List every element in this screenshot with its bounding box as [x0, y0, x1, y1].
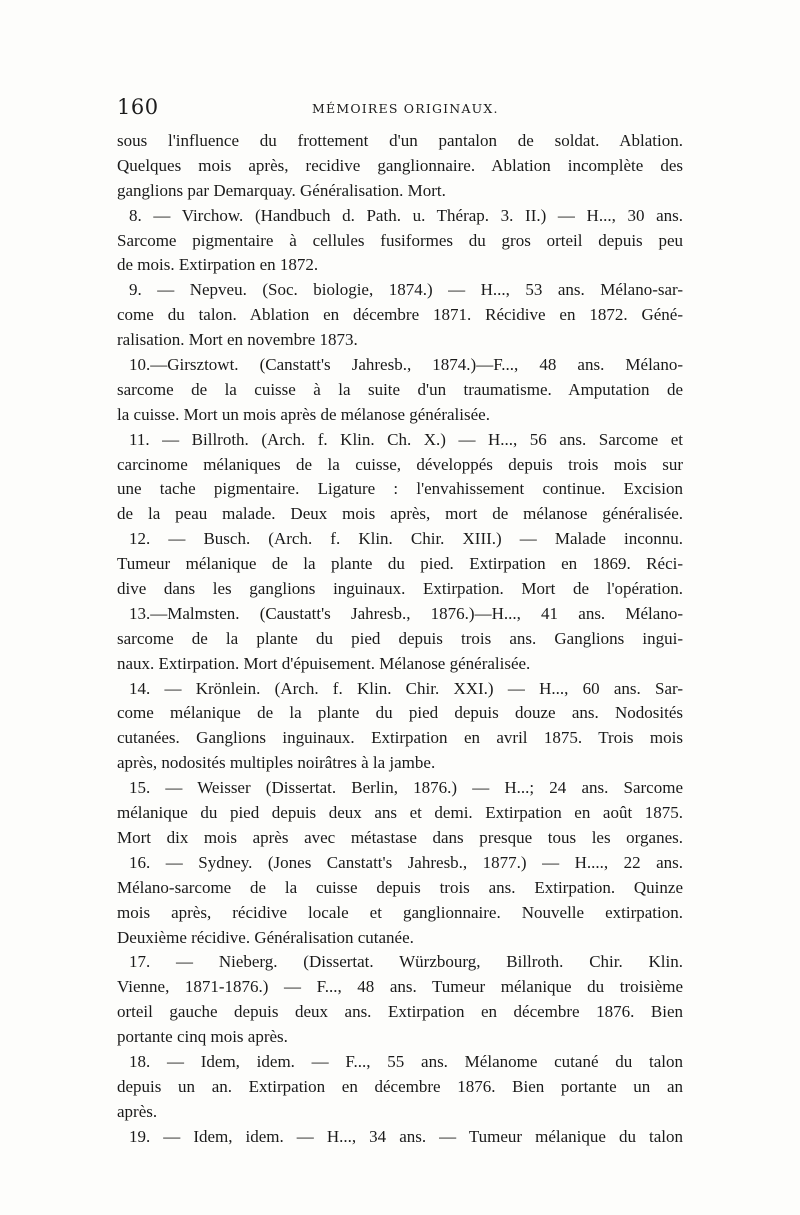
text-line: de mois. Extirpation en 1872. — [117, 255, 319, 275]
text-line: portante cinq mois après. — [117, 1027, 288, 1047]
text-line: mélanique du pied depuis deux ans et demi. Extirpation en août 1875. — [117, 803, 683, 823]
text-line: 18. — Idem, idem. — F..., 55 ans. Mélanome cutané du talon — [129, 1051, 683, 1071]
text-line: ralisation. Mort en novembre 1873. — [117, 330, 358, 350]
text-line: Tumeur mélanique de la plante du pied. Extirpation en 1869. Réci- — [117, 554, 683, 574]
text-line: sarcome de la cuisse à la suite d'un traumatisme. Amputation de — [117, 379, 683, 399]
text-line: 9. — Nepveu. (Soc. biologie, 1874.) — H..., 53 ans. Mélano-sar- — [129, 280, 683, 300]
text-line: 8. — Virchow. (Handbuch d. Path. u. Thérap. 3. II.) — H..., 30 ans. — [129, 205, 683, 225]
text-line: sous l'influence du frottement d'un pantalon de soldat. Ablation. — [117, 131, 683, 150]
text-line: après. — [117, 1101, 158, 1121]
text-line: orteil gauche depuis deux ans. Extirpation en décembre 1876. Bien — [117, 1002, 683, 1022]
text-line: ganglions par Demarquay. Généralisation. Mort. — [117, 180, 446, 200]
text-line: dive dans les ganglions inguinaux. Extirpation. Mort de l'opération. — [117, 579, 683, 599]
text-line: 12. — Busch. (Arch. f. Klin. Chir. XIII.) — Malade inconnu. — [129, 529, 683, 549]
text-line: 10.—Girsztowt. (Canstatt's Jahresb., 1874.)—F..., 48 ans. Mélano- — [129, 355, 683, 375]
text-line: 11. — Billroth. (Arch. f. Klin. Ch. X.) — H..., 56 ans. Sarcome et — [129, 429, 683, 449]
text-line: sarcome de la plante du pied depuis trois ans. Ganglions ingui- — [117, 628, 683, 648]
text-line: de la peau malade. Deux mois après, mort de mélanose généralisée. — [117, 504, 683, 524]
body-text — [117, 129, 683, 1150]
text-line: cutanées. Ganglions inguinaux. Extirpation en avril 1875. Trois mois — [117, 728, 683, 748]
text-line: la cuisse. Mort un mois après de mélanose généralisée. — [117, 404, 490, 424]
page-header — [117, 95, 683, 125]
text-line: 19. — Idem, idem. — H..., 34 ans. — Tumeur mélanique du talon — [129, 1126, 683, 1146]
text-line: 14. — Krönlein. (Arch. f. Klin. Chir. XXI.) — H..., 60 ans. Sar- — [129, 678, 683, 698]
text-line: Vienne, 1871-1876.) — F..., 48 ans. Tumeur mélanique du troisième — [117, 977, 683, 997]
text-line: come mélanique de la plante du pied depuis douze ans. Nodosités — [117, 703, 683, 723]
running-head: MÉMOIRES ORIGINAUX. — [312, 101, 499, 116]
text-line: une tache pigmentaire. Ligature : l'envahissement continue. Excision — [117, 479, 683, 499]
text-line: après, nodosités multiples noirâtres à la jambe. — [117, 753, 436, 773]
page-number: 160 — [117, 95, 159, 119]
text-line: 16. — Sydney. (Jones Canstatt's Jahresb., 1877.) — H...., 22 ans. — [129, 852, 683, 872]
text-line: carcinome mélaniques de la cuisse, développés depuis trois mois sur — [117, 454, 683, 474]
text-line: Quelques mois après, recidive ganglionnaire. Ablation incomplète des — [117, 155, 683, 175]
text-line: naux. Extirpation. Mort d'épuisement. Mélanose généralisée. — [117, 653, 531, 673]
text-line: 13.—Malmsten. (Caustatt's Jahresb., 1876.)—H..., 41 ans. Mélano- — [129, 603, 683, 623]
text-line: mois après, récidive locale et ganglionnaire. Nouvelle extirpation. — [117, 902, 683, 922]
text-line: Mélano-sarcome de la cuisse depuis trois ans. Extirpation. Quinze — [117, 877, 683, 897]
text-line: 17. — Nieberg. (Dissertat. Würzbourg, Billroth. Chir. Klin. — [129, 952, 683, 972]
text-line: Sarcome pigmentaire à cellules fusiformes du gros orteil depuis peu — [117, 230, 683, 250]
text-line: depuis un an. Extirpation en décembre 1876. Bien portante un an — [117, 1076, 683, 1096]
text-line: Mort dix mois après avec métastase dans presque tous les organes. — [117, 827, 683, 847]
text-line: 15. — Weisser (Dissertat. Berlin, 1876.) — H...; 24 ans. Sarcome — [129, 778, 683, 798]
text-line: come du talon. Ablation en décembre 1871. Récidive en 1872. Géné- — [117, 305, 683, 325]
text-line: Deuxième récidive. Généralisation cutanée. — [117, 927, 414, 947]
